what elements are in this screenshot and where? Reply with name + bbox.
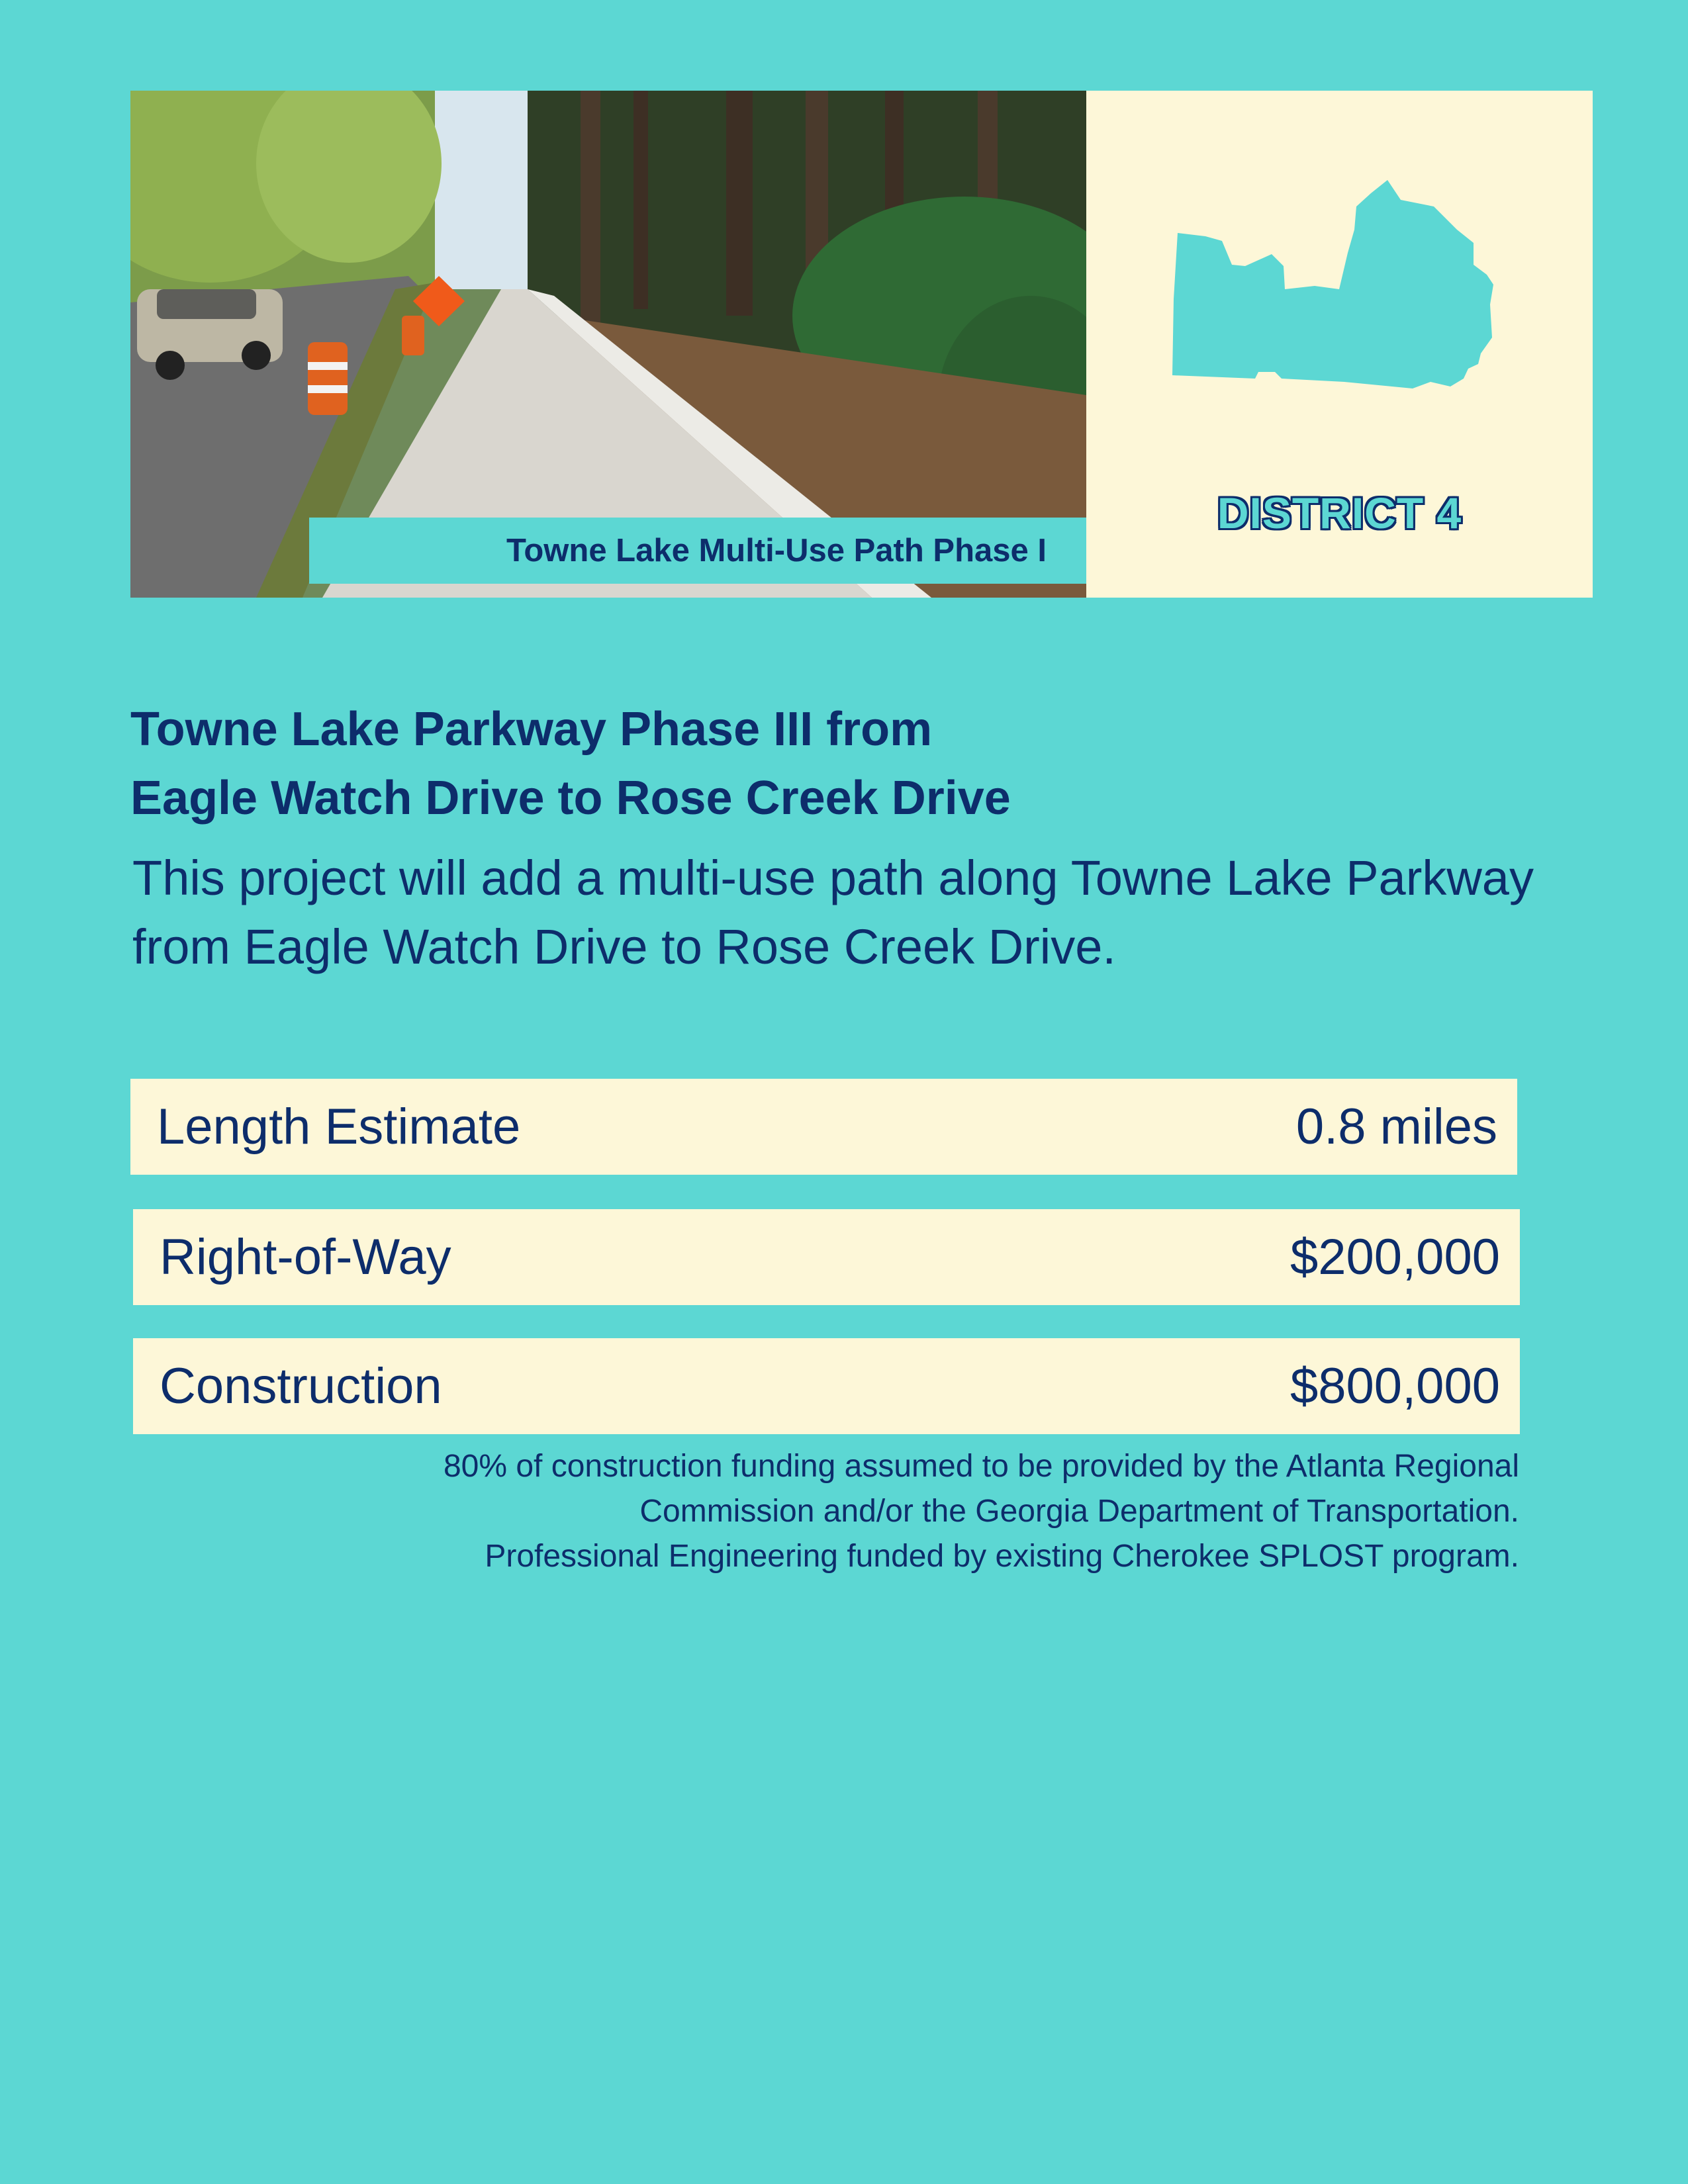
district-map-icon — [1172, 180, 1543, 425]
footnote-line2: Commission and/or the Georgia Department of Transportation. — [639, 1494, 1519, 1529]
project-title-line2: Eagle Watch Drive to Rose Creek Drive — [130, 772, 1011, 825]
length-estimate-value: 0.8 miles — [1295, 1099, 1497, 1155]
construction-row — [133, 1338, 1520, 1434]
district-panel — [1086, 91, 1593, 598]
project-photo — [130, 91, 1086, 598]
construction-value: $800,000 — [1290, 1358, 1500, 1414]
right-of-way-label: Right-of-Way — [160, 1229, 451, 1285]
length-estimate-label: Length Estimate — [157, 1099, 521, 1155]
footnote-line1: 80% of construction funding assumed to be provided by the Atlanta Regional — [443, 1449, 1519, 1484]
funding-footnote — [199, 1444, 1519, 1579]
right-of-way-value: $200,000 — [1290, 1229, 1500, 1285]
district-label: DISTRICT 4 — [1217, 488, 1462, 537]
length-estimate-row — [130, 1079, 1517, 1175]
footnote-line3: Professional Engineering funded by existing Cherokee SPLOST program. — [485, 1539, 1519, 1574]
construction-label: Construction — [160, 1358, 442, 1414]
project-title-line1: Towne Lake Parkway Phase III from — [130, 703, 933, 756]
project-description: This project will add a multi-use path along Towne Lake Parkway from Eagle Watch Drive to Rose Creek Drive. — [132, 850, 1534, 974]
project-title — [130, 695, 1521, 833]
right-of-way-row — [133, 1209, 1520, 1305]
photo-caption: Towne Lake Multi-Use Path Phase I — [309, 518, 1086, 584]
